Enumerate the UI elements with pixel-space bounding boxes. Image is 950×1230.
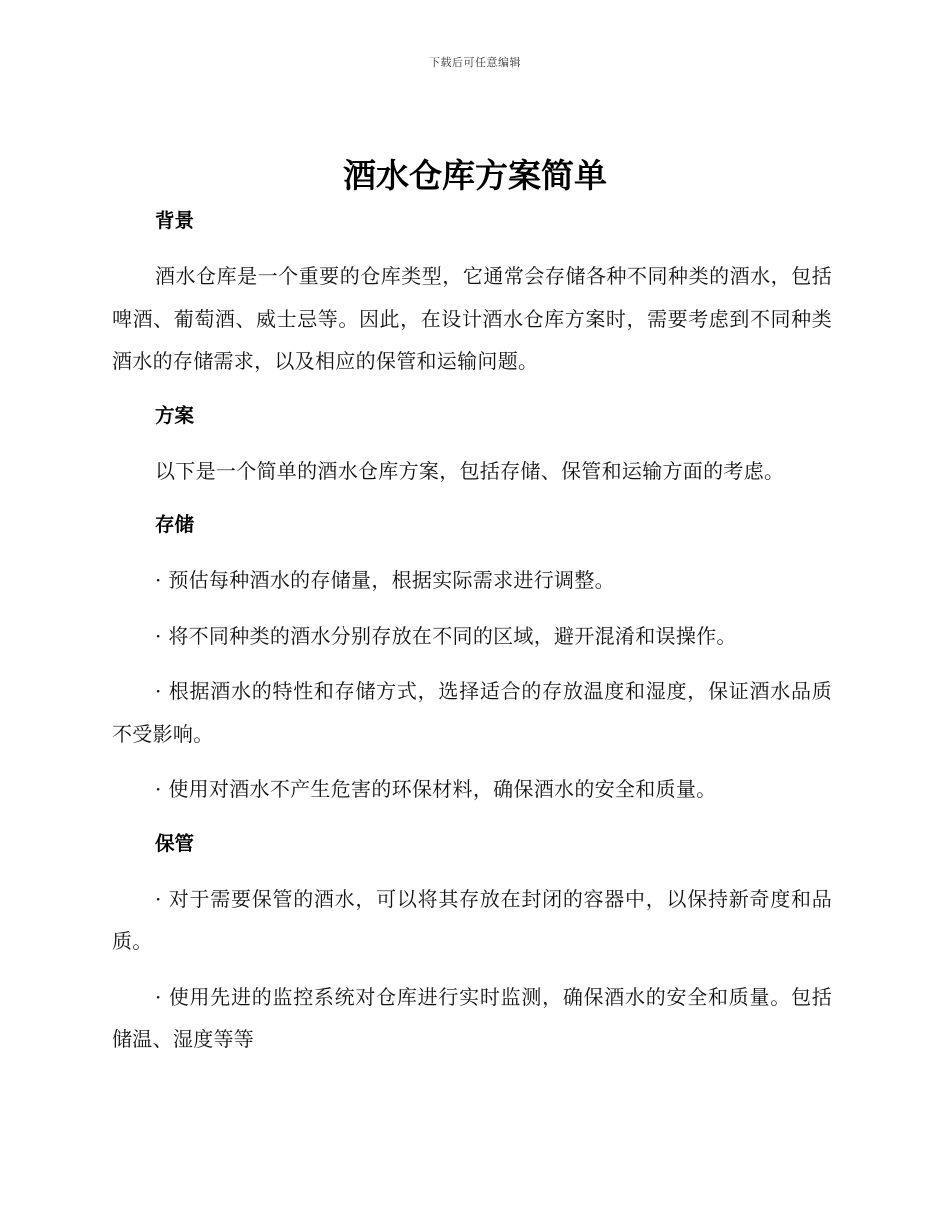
storage-item: · 根据酒水的特性和存储方式，选择适合的存放温度和湿度，保证酒水品质不受影响。 bbox=[112, 679, 832, 746]
section-heading-custody: 保管 bbox=[155, 831, 195, 855]
custody-item: · 对于需要保管的酒水，可以将其存放在封闭的容器中，以保持新奇度和品质。 bbox=[112, 886, 832, 953]
document-body bbox=[112, 201, 832, 1061]
storage-item: · 使用对酒水不产生危害的环保材料，确保酒水的安全和质量。 bbox=[155, 777, 717, 801]
document-title: 酒水仓库方案简单 bbox=[343, 156, 607, 195]
section-heading-plan: 方案 bbox=[155, 403, 195, 427]
storage-item: · 预估每种酒水的存储量，根据实际需求进行调整。 bbox=[155, 568, 615, 592]
storage-item: · 将不同种类的酒水分别存放在不同的区域，避开混淆和误操作。 bbox=[155, 623, 737, 648]
section-heading-storage: 存储 bbox=[155, 513, 195, 536]
plan-paragraph: 以下是一个简单的酒水仓库方案，包括存储、保管和运输方面的考虑。 bbox=[155, 458, 785, 483]
page-header-note: 下载后可任意编辑 bbox=[429, 56, 521, 69]
custody-item: · 使用先进的监控系统对仓库进行实时监测，确保酒水的安全和质量。包括储温、湿度等等 bbox=[112, 984, 832, 1051]
section-heading-background: 背景 bbox=[155, 209, 195, 232]
background-paragraph: 酒水仓库是一个重要的仓库类型，它通常会存储各种不同种类的酒水，包括啤酒、葡萄酒、威士忌等。因此，在设计酒水仓库方案时，需要考虑到不同种类酒水的存储需求，以及相应的保管和运输问题。 bbox=[112, 264, 832, 373]
